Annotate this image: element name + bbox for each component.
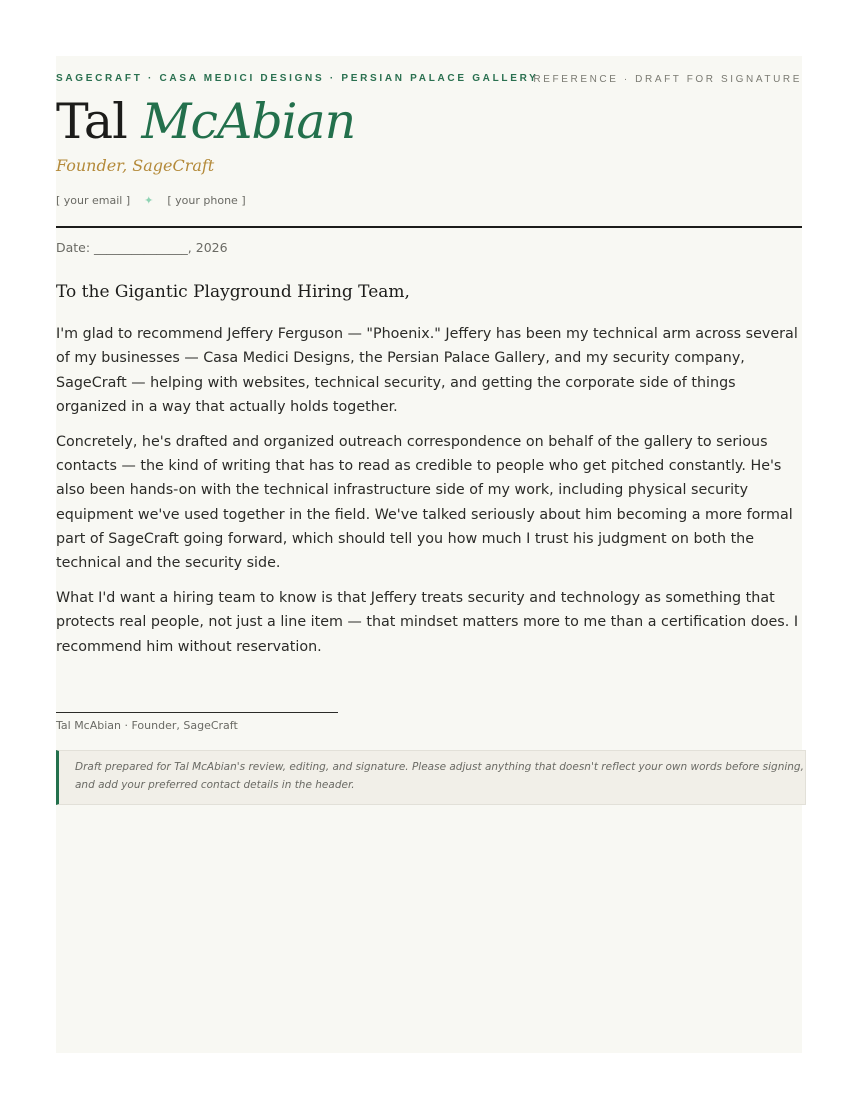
sparkle-icon: ✦ [144,194,154,207]
phone-placeholder: [ your phone ] [167,194,246,207]
paragraph: Concretely, he's drafted and organized outreach correspondence on behalf of the gallery to serious contacts — the kind of writing that has to read as credible to people who get pitched constantly. He's also been hands-on with the technical infrastructure side of my work, including physical security equipment we've used together in the field. We've talked seriously about him becoming a more formal part of SageCraft going forward, which should tell you how much I trust his judgment on both the technical and the security side. [56,433,793,572]
first-name: Tal [56,93,127,150]
brand-line: SAGECRAFT · CASA MEDICI DESIGNS · PERSIAN PALACE GALLERY [56,73,539,84]
contact-line [56,194,246,207]
last-name: McAbian [141,93,356,150]
salutation: To the Gigantic Playground Hiring Team, [56,282,410,302]
draft-note: Draft prepared for Tal McAbian's review, editing, and signature. Please adjust anything that doesn't reflect your own words before signing, and add your preferred contact details in the header. [56,750,806,805]
signature-line [56,712,338,713]
header-divider [56,226,802,228]
email-placeholder: [ your email ] [56,194,131,207]
paragraph: What I'd want a hiring team to know is that Jeffery treats security and technology as something that protects real people, not just a line item — that mindset matters more to me than a certification does. I recommend him without reservation. [56,589,799,655]
author-role: Founder, SageCraft [56,156,215,175]
signature-caption: Tal McAbian · Founder, SageCraft [56,719,238,732]
document-tag: REFERENCE · DRAFT FOR SIGNATURE [533,74,802,85]
paragraph: I'm glad to recommend Jeffery Ferguson — "Phoenix." Jeffery has been my technical arm across several of my businesses — Casa Medici Designs, the Persian Palace Gallery, and my security company, SageCraft — helping with websites, technical security, and getting the corporate side of things organized in a way that actually holds together. [56,326,798,415]
letter-page [56,56,802,1053]
letter-body [56,322,802,669]
author-name [56,92,355,152]
letter-date: Date: _______________, 2026 [56,240,228,255]
